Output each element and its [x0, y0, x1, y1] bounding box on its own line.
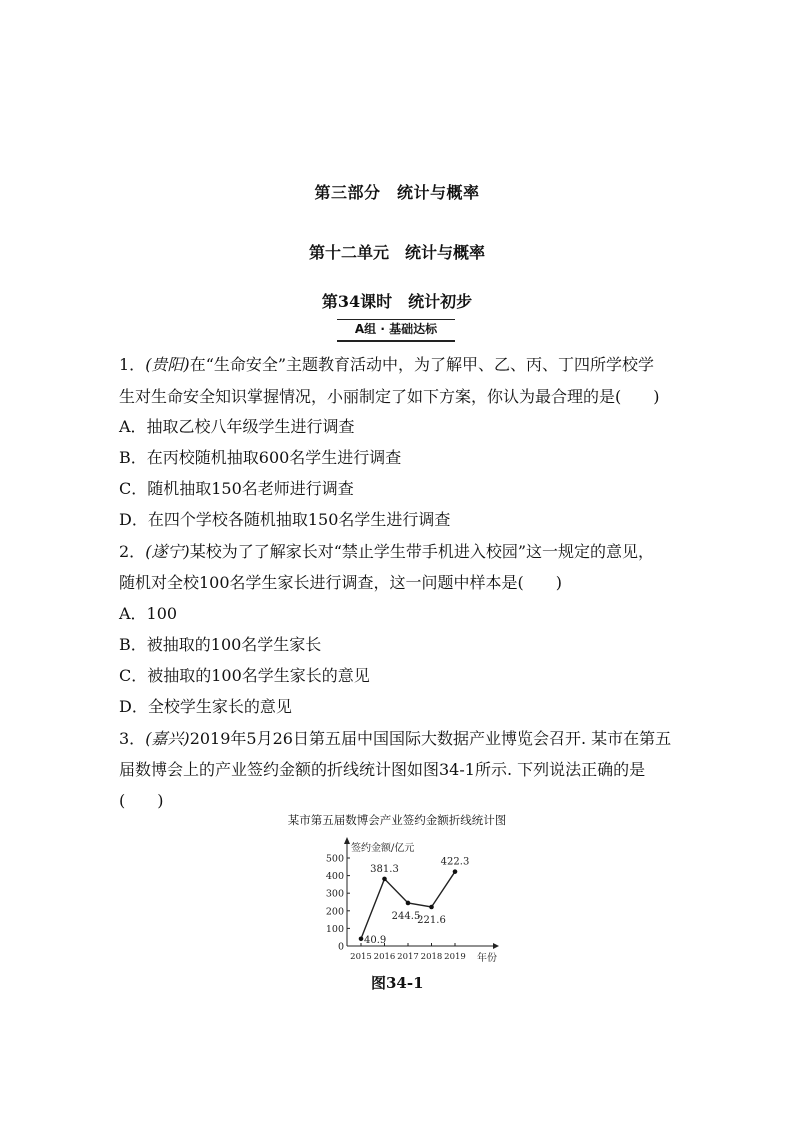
data-label: 244.5: [391, 910, 421, 922]
y-tick-label: 500: [325, 853, 344, 865]
y-axis-title: 签约金额/亿元: [351, 843, 415, 854]
data-label: 221.6: [417, 914, 446, 926]
question-number: 2．: [119, 542, 146, 561]
data-point: [429, 905, 434, 910]
question-3-line-3: ( ): [119, 791, 164, 810]
y-tick-label: 300: [325, 888, 344, 900]
question-source: (嘉兴): [145, 729, 190, 748]
option-b: B．在丙校随机抽取600名学生进行调查: [119, 448, 402, 467]
question-source: (遂宁): [145, 542, 190, 561]
question-3-line-2: 届数博会上的产业签约金额的折线统计图如图34-1所示. 下列说法正确的是: [119, 760, 646, 779]
question-stem: 2019年5月26日第五届中国国际大数据产业博览会召开. 某市在第五: [189, 729, 672, 748]
x-tick-label: 2017: [397, 952, 419, 962]
option-c: C．被抽取的100名学生家长的意见: [119, 666, 370, 685]
option-a: A．100: [119, 604, 178, 623]
data-point: [382, 877, 387, 882]
lesson-title: 第34课时 统计初步: [321, 292, 473, 311]
question-source: (贵阳): [145, 355, 190, 374]
question-1-line-2: 生对生命安全知识掌握情况，小丽制定了如下方案，你认为最合理的是( ): [119, 387, 660, 406]
data-label: 422.3: [440, 856, 470, 868]
data-point: [359, 937, 364, 942]
figure-caption: 图34-1: [371, 974, 424, 992]
data-label: 381.3: [370, 863, 399, 875]
group-banner: A组 · 基础达标: [337, 319, 455, 342]
data-point: [453, 869, 458, 874]
question-3-line-1: [119, 726, 671, 749]
part-title: 第三部分 统计与概率: [314, 183, 480, 202]
option-d: D．在四个学校各随机抽取150名学生进行调查: [119, 510, 451, 529]
y-tick-label: 100: [325, 923, 344, 935]
y-axis-arrow: [344, 837, 350, 844]
y-tick-label: 200: [325, 906, 344, 918]
x-tick-label: 2015: [350, 952, 372, 962]
question-number: 1．: [119, 355, 146, 374]
x-tick-label: 2018: [420, 952, 443, 962]
y-tick-label: 0: [337, 941, 344, 953]
data-point: [406, 901, 411, 906]
data-label: 40.9: [364, 934, 387, 946]
x-axis-arrow: [493, 943, 499, 949]
chart-title: 某市第五届数博会产业签约金额折线统计图: [287, 813, 507, 827]
unit-title: 第十二单元 统计与概率: [308, 243, 485, 262]
option-a: A．抽取乙校八年级学生进行调查: [119, 417, 355, 436]
option-b: B．被抽取的100名学生家长: [119, 635, 322, 654]
x-axis-title: 年份: [477, 953, 497, 964]
option-c: C．随机抽取150名老师进行调查: [119, 479, 354, 498]
option-d: D．全校学生家长的意见: [119, 697, 292, 716]
question-2-line-2: 随机对全校100名学生家长进行调查，这一问题中样本是( ): [119, 573, 563, 592]
question-1-line-1: [119, 352, 654, 375]
x-tick-label: 2019: [444, 952, 466, 962]
question-stem: 在“生命安全”主题教育活动中，为了解甲、乙、丙、丁四所学校学: [189, 355, 655, 374]
line-chart: [315, 830, 515, 970]
y-tick-label: 400: [325, 871, 344, 883]
x-tick-label: 2016: [373, 952, 396, 962]
question-number: 3．: [119, 729, 146, 748]
question-2-line-1: [119, 539, 654, 562]
question-stem: 某校为了了解家长对“禁止学生带手机进入校园”这一规定的意见，: [189, 542, 655, 561]
